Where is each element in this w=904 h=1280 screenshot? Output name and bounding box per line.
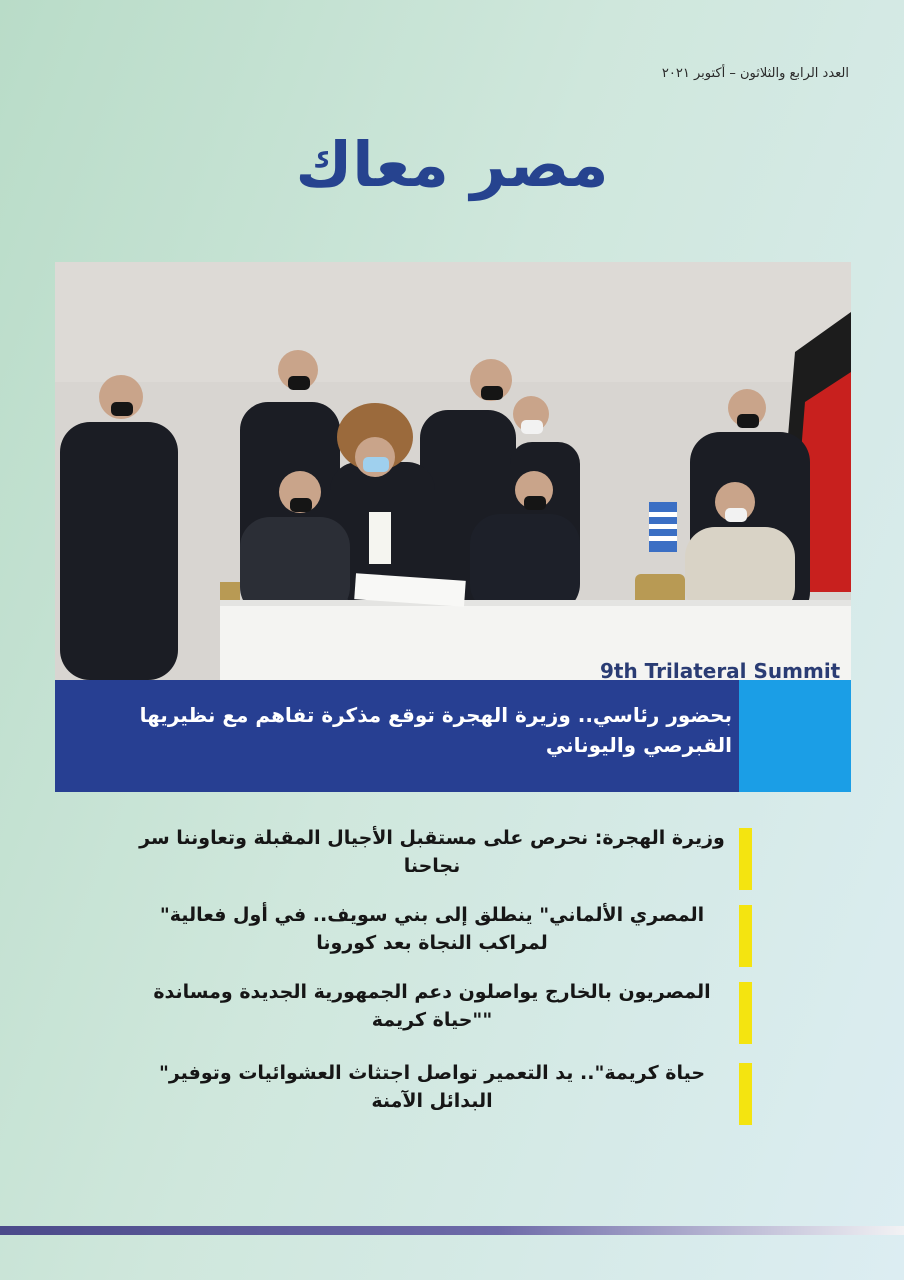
headline-item[interactable]: المصريون بالخارج يواصلون دعم الجمهورية الجديدة ومساندة ""حياة كريمة [153, 981, 711, 1031]
feature-photo [55, 262, 851, 680]
magazine-title: مصر معاك [295, 128, 609, 201]
headline-item[interactable]: وزيرة الهجرة: نحرص على مستقبل الأجيال المقبلة وتعاوننا سر نجاحنا [139, 827, 725, 877]
issue-line: العدد الرابع والثلاثون – أكتوبر ٢٠٢١ [661, 66, 849, 81]
summit-banner-text: 9th Trilateral Summit [600, 659, 841, 680]
headline-marker [739, 1063, 752, 1125]
footer-rule [0, 1226, 904, 1235]
headline-item[interactable]: المصري الألماني" ينطلق إلى بني سويف.. في أول فعالية" لمراكب النجاة بعد كورونا [159, 904, 705, 954]
headline-marker [739, 905, 752, 967]
caption-accent-block [739, 680, 851, 792]
headline-marker [739, 828, 752, 890]
headline-marker [739, 982, 752, 1044]
headline-item[interactable]: حياة كريمة".. يد التعمير تواصل اجتثاث العشوائيات وتوفير" البدائل الآمنة [158, 1062, 706, 1112]
feature-caption[interactable]: بحضور رئاسي.. وزيرة الهجرة توقع مذكرة تفاهم مع نظيريها القبرصي واليوناني [139, 703, 732, 757]
